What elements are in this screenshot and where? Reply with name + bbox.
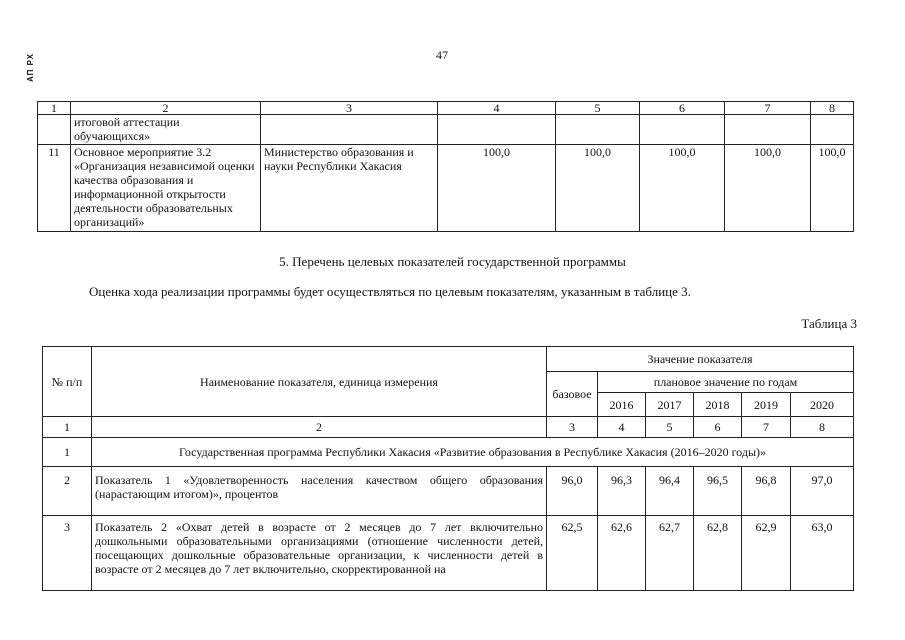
row-number: 2 [43, 467, 92, 516]
row-number: 3 [43, 516, 92, 591]
col-num: 4 [598, 417, 646, 438]
year-header: 2016 [598, 393, 646, 417]
table-row [43, 516, 854, 591]
base-value: 62,5 [547, 516, 598, 591]
plan-value: 96,4 [646, 467, 694, 516]
year-header: 2019 [742, 393, 791, 417]
column-number-row [38, 102, 854, 115]
indicator-name: Показатель 2 «Охват детей в возрасте от 2 месяцев до 7 лет включительно дошкольными образовательными организациями (отношение численности детей, посещающих дошкольные образовательные организации, к численности детей в возрасте от 2 месяцев до 7 лет включительно, скорректированной на [92, 516, 547, 591]
plan-value: 96,3 [598, 467, 646, 516]
program-activities-table [37, 101, 854, 232]
plan-value: 97,0 [791, 467, 854, 516]
value-cell: 100,0 [811, 145, 854, 232]
head-base: базовое [547, 372, 598, 417]
col-num: 6 [694, 417, 742, 438]
plan-value: 63,0 [791, 516, 854, 591]
col-num: 7 [725, 102, 811, 115]
column-number-row [43, 417, 854, 438]
table-label: Таблица 3 [801, 316, 857, 331]
executor-name: Министерство образования и науки Республики Хакасия [261, 145, 438, 232]
plan-value: 96,8 [742, 467, 791, 516]
indicator-name: Показатель 1 «Удовлетворенность населения качеством общего образования (нарастающим итогом)», процентов [92, 467, 547, 516]
value-cell: 100,0 [556, 145, 640, 232]
col-num: 2 [71, 102, 261, 115]
head-indicator-name: Наименование показателя, единица измерения [92, 347, 547, 417]
intro-paragraph: Оценка хода реализации программы будет осуществляться по целевым показателям, указанным в таблице 3. [89, 284, 691, 299]
plan-value: 62,8 [694, 516, 742, 591]
program-title: Государственная программа Республики Хакасия «Развитие образования в Республике Хакасия (2016–2020 годы)» [92, 438, 854, 467]
header-row [43, 347, 854, 372]
activity-name: Основное мероприятие 3.2 «Организация независимой оценки качества образования и информационной открытости деятельности образовательных организаций» [71, 145, 261, 232]
year-header: 2018 [694, 393, 742, 417]
plan-value: 62,6 [598, 516, 646, 591]
col-num: 1 [43, 417, 92, 438]
program-row [43, 438, 854, 467]
year-header: 2020 [791, 393, 854, 417]
col-num: 5 [646, 417, 694, 438]
plan-value: 62,7 [646, 516, 694, 591]
table-row [43, 467, 854, 516]
base-value: 96,0 [547, 467, 598, 516]
col-num: 1 [38, 102, 71, 115]
col-num: 8 [791, 417, 854, 438]
col-num: 5 [556, 102, 640, 115]
row-number: 11 [38, 145, 71, 232]
continuation-row [38, 115, 854, 145]
head-plan: плановое значение по годам [598, 372, 854, 393]
page-number: 47 [436, 48, 448, 62]
section-title: 5. Перечень целевых показателей государственной программы [279, 254, 626, 269]
plan-value: 62,9 [742, 516, 791, 591]
col-num: 6 [640, 102, 725, 115]
col-num: 2 [92, 417, 547, 438]
plan-value: 96,5 [694, 467, 742, 516]
value-cell: 100,0 [725, 145, 811, 232]
year-header: 2017 [646, 393, 694, 417]
target-indicators-table [42, 346, 854, 591]
archive-stamp: АП РХ [26, 52, 35, 82]
head-indicator-value: Значение показателя [547, 347, 854, 372]
row-number: 1 [43, 438, 92, 467]
col-num: 4 [438, 102, 556, 115]
col-num: 3 [547, 417, 598, 438]
value-cell: 100,0 [640, 145, 725, 232]
col-num: 3 [261, 102, 438, 115]
col-num: 8 [811, 102, 854, 115]
continuation-text: итоговой аттестации обучающихся» [71, 115, 261, 145]
table-row [38, 145, 854, 232]
head-number: № п/п [43, 347, 92, 417]
col-num: 7 [742, 417, 791, 438]
value-cell: 100,0 [438, 145, 556, 232]
